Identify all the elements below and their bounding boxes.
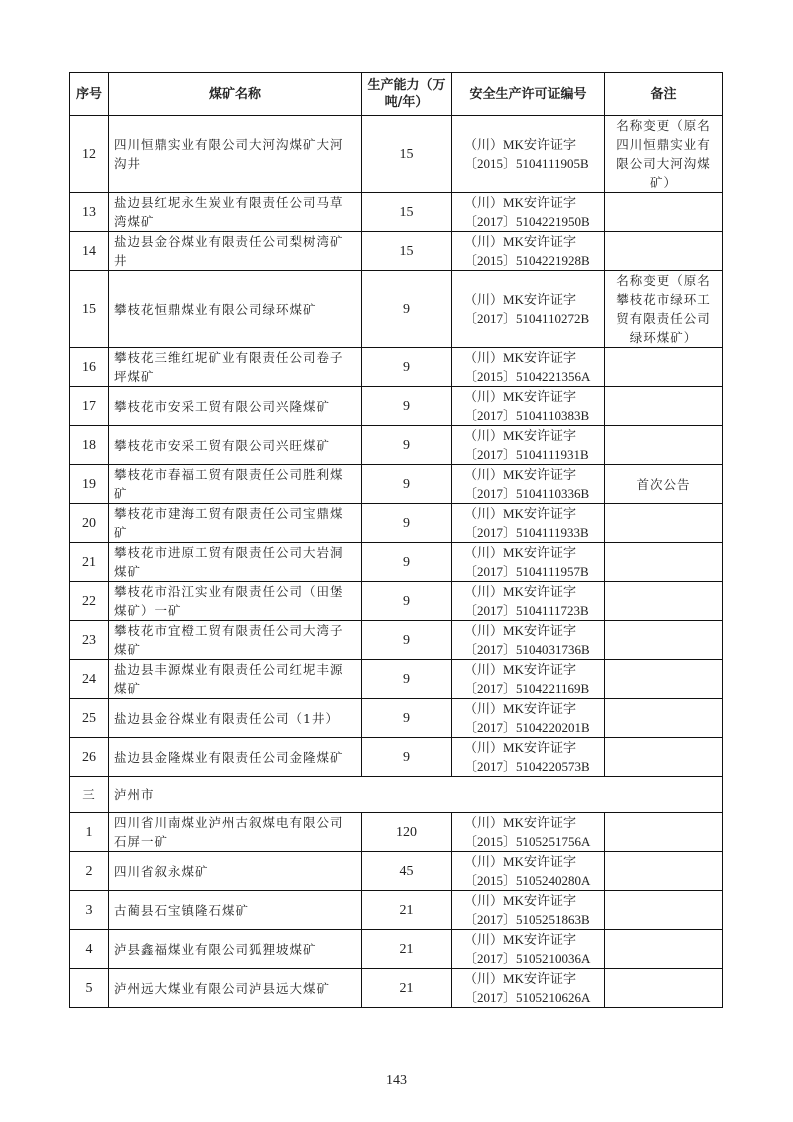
- mine-name: 攀枝花市沿江实业有限责任公司（田堡煤矿）一矿: [109, 582, 362, 621]
- capacity: 9: [362, 699, 452, 738]
- table-row: [70, 852, 723, 891]
- mine-name: 攀枝花市安采工贸有限公司兴旺煤矿: [109, 426, 362, 465]
- row-number: 14: [70, 232, 109, 271]
- mine-name: 四川省川南煤业泸州古叙煤电有限公司石屏一矿: [109, 813, 362, 852]
- capacity: 9: [362, 465, 452, 504]
- table-row: [70, 116, 723, 193]
- row-number: 18: [70, 426, 109, 465]
- row-number: 21: [70, 543, 109, 582]
- table-row: [70, 232, 723, 271]
- mine-name: 盐边县丰源煤业有限责任公司红坭丰源煤矿: [109, 660, 362, 699]
- mine-name: 四川恒鼎实业有限公司大河沟煤矿大河沟井: [109, 116, 362, 193]
- section-number: 三: [70, 777, 109, 813]
- mine-name: 盐边县金隆煤业有限责任公司金隆煤矿: [109, 738, 362, 777]
- mine-name: 古蔺县石宝镇隆石煤矿: [109, 891, 362, 930]
- row-number: 5: [70, 969, 109, 1008]
- license-number: （川）MK安许证字〔2017〕5104111933B: [452, 504, 605, 543]
- row-number: 20: [70, 504, 109, 543]
- row-number: 23: [70, 621, 109, 660]
- mine-name: 泸州远大煤业有限公司泸县远大煤矿: [109, 969, 362, 1008]
- license-number: （川）MK安许证字〔2015〕5105251756A: [452, 813, 605, 852]
- row-number: 15: [70, 271, 109, 348]
- table-row: [70, 504, 723, 543]
- table-row: [70, 660, 723, 699]
- table-row: [70, 969, 723, 1008]
- mine-name: 攀枝花恒鼎煤业有限公司绿环煤矿: [109, 271, 362, 348]
- row-number: 13: [70, 193, 109, 232]
- remark: [605, 543, 723, 582]
- remark: 名称变更（原名四川恒鼎实业有限公司大河沟煤矿）: [605, 116, 723, 193]
- table-row: [70, 193, 723, 232]
- license-number: （川）MK安许证字〔2017〕5104221169B: [452, 660, 605, 699]
- capacity: 9: [362, 271, 452, 348]
- license-number: （川）MK安许证字〔2017〕5104111931B: [452, 426, 605, 465]
- header-no: 序号: [70, 73, 109, 116]
- capacity: 9: [362, 348, 452, 387]
- capacity: 15: [362, 116, 452, 193]
- remark: 名称变更（原名攀枝花市绿环工贸有限责任公司绿环煤矿）: [605, 271, 723, 348]
- license-number: （川）MK安许证字〔2017〕5104110383B: [452, 387, 605, 426]
- license-number: （川）MK安许证字〔2017〕5104220573B: [452, 738, 605, 777]
- remark: [605, 193, 723, 232]
- mine-name: 泸县鑫福煤业有限公司狐狸坡煤矿: [109, 930, 362, 969]
- mine-name: 盐边县红坭永生炭业有限责任公司马草湾煤矿: [109, 193, 362, 232]
- remark: [605, 930, 723, 969]
- capacity: 9: [362, 504, 452, 543]
- row-number: 2: [70, 852, 109, 891]
- license-number: （川）MK安许证字〔2015〕5104221356A: [452, 348, 605, 387]
- row-number: 3: [70, 891, 109, 930]
- row-number: 22: [70, 582, 109, 621]
- capacity: 21: [362, 891, 452, 930]
- license-number: （川）MK安许证字〔2017〕5105210626A: [452, 969, 605, 1008]
- table-row: [70, 348, 723, 387]
- table-row: [70, 387, 723, 426]
- mine-name: 四川省叙永煤矿: [109, 852, 362, 891]
- remark: [605, 891, 723, 930]
- table-row: [70, 621, 723, 660]
- license-number: （川）MK安许证字〔2017〕5104111723B: [452, 582, 605, 621]
- remark: 首次公告: [605, 465, 723, 504]
- table-row: [70, 891, 723, 930]
- capacity: 9: [362, 738, 452, 777]
- section-name: 泸州市: [109, 777, 723, 813]
- license-number: （川）MK安许证字〔2015〕5104221928B: [452, 232, 605, 271]
- header-remark: 备注: [605, 73, 723, 116]
- capacity: 45: [362, 852, 452, 891]
- remark: [605, 504, 723, 543]
- capacity: 120: [362, 813, 452, 852]
- license-number: （川）MK安许证字〔2017〕5104110336B: [452, 465, 605, 504]
- license-number: （川）MK安许证字〔2017〕5104031736B: [452, 621, 605, 660]
- remark: [605, 660, 723, 699]
- mine-name: 攀枝花市安采工贸有限公司兴隆煤矿: [109, 387, 362, 426]
- capacity: 15: [362, 193, 452, 232]
- header-name: 煤矿名称: [109, 73, 362, 116]
- mine-name: 攀枝花市建海工贸有限责任公司宝鼎煤矿: [109, 504, 362, 543]
- license-number: （川）MK安许证字〔2017〕5104110272B: [452, 271, 605, 348]
- row-number: 16: [70, 348, 109, 387]
- capacity: 9: [362, 621, 452, 660]
- mine-name: 攀枝花市进原工贸有限责任公司大岩洞煤矿: [109, 543, 362, 582]
- mine-name: 盐边县金谷煤业有限责任公司（1井）: [109, 699, 362, 738]
- table-row: [70, 465, 723, 504]
- row-number: 12: [70, 116, 109, 193]
- header-capacity: 生产能力（万吨/年）: [362, 73, 452, 116]
- license-number: （川）MK安许证字〔2015〕5104111905B: [452, 116, 605, 193]
- coal-mine-table: [69, 72, 723, 1008]
- capacity: 15: [362, 232, 452, 271]
- capacity: 21: [362, 969, 452, 1008]
- header-license: 安全生产许可证编号: [452, 73, 605, 116]
- license-number: （川）MK安许证字〔2017〕5104111957B: [452, 543, 605, 582]
- row-number: 24: [70, 660, 109, 699]
- license-number: （川）MK安许证字〔2017〕5104221950B: [452, 193, 605, 232]
- table-row: [70, 582, 723, 621]
- table-header: [70, 73, 723, 116]
- remark: [605, 852, 723, 891]
- table-row: [70, 543, 723, 582]
- page-number: 143: [386, 1073, 407, 1088]
- table-row: [70, 813, 723, 852]
- remark: [605, 738, 723, 777]
- remark: [605, 582, 723, 621]
- row-number: 25: [70, 699, 109, 738]
- capacity: 9: [362, 660, 452, 699]
- remark: [605, 621, 723, 660]
- capacity: 9: [362, 543, 452, 582]
- remark: [605, 813, 723, 852]
- row-number: 19: [70, 465, 109, 504]
- mine-name: 攀枝花市春福工贸有限责任公司胜利煤矿: [109, 465, 362, 504]
- row-number: 1: [70, 813, 109, 852]
- mine-name: 盐边县金谷煤业有限责任公司梨树湾矿井: [109, 232, 362, 271]
- mine-name: 攀枝花三维红坭矿业有限责任公司卷子坪煤矿: [109, 348, 362, 387]
- row-number: 26: [70, 738, 109, 777]
- license-number: （川）MK安许证字〔2017〕5104220201B: [452, 699, 605, 738]
- table-row: [70, 271, 723, 348]
- remark: [605, 699, 723, 738]
- remark: [605, 232, 723, 271]
- license-number: （川）MK安许证字〔2015〕5105240280A: [452, 852, 605, 891]
- license-number: （川）MK安许证字〔2017〕5105210036A: [452, 930, 605, 969]
- table-row: [70, 930, 723, 969]
- row-number: 4: [70, 930, 109, 969]
- section-row: [70, 777, 723, 813]
- table-row: [70, 426, 723, 465]
- capacity: 9: [362, 582, 452, 621]
- capacity: 9: [362, 426, 452, 465]
- remark: [605, 387, 723, 426]
- table-row: [70, 738, 723, 777]
- mine-name: 攀枝花市宜橙工贸有限责任公司大湾子煤矿: [109, 621, 362, 660]
- remark: [605, 969, 723, 1008]
- table-row: [70, 699, 723, 738]
- license-number: （川）MK安许证字〔2017〕5105251863B: [452, 891, 605, 930]
- remark: [605, 348, 723, 387]
- remark: [605, 426, 723, 465]
- capacity: 9: [362, 387, 452, 426]
- capacity: 21: [362, 930, 452, 969]
- row-number: 17: [70, 387, 109, 426]
